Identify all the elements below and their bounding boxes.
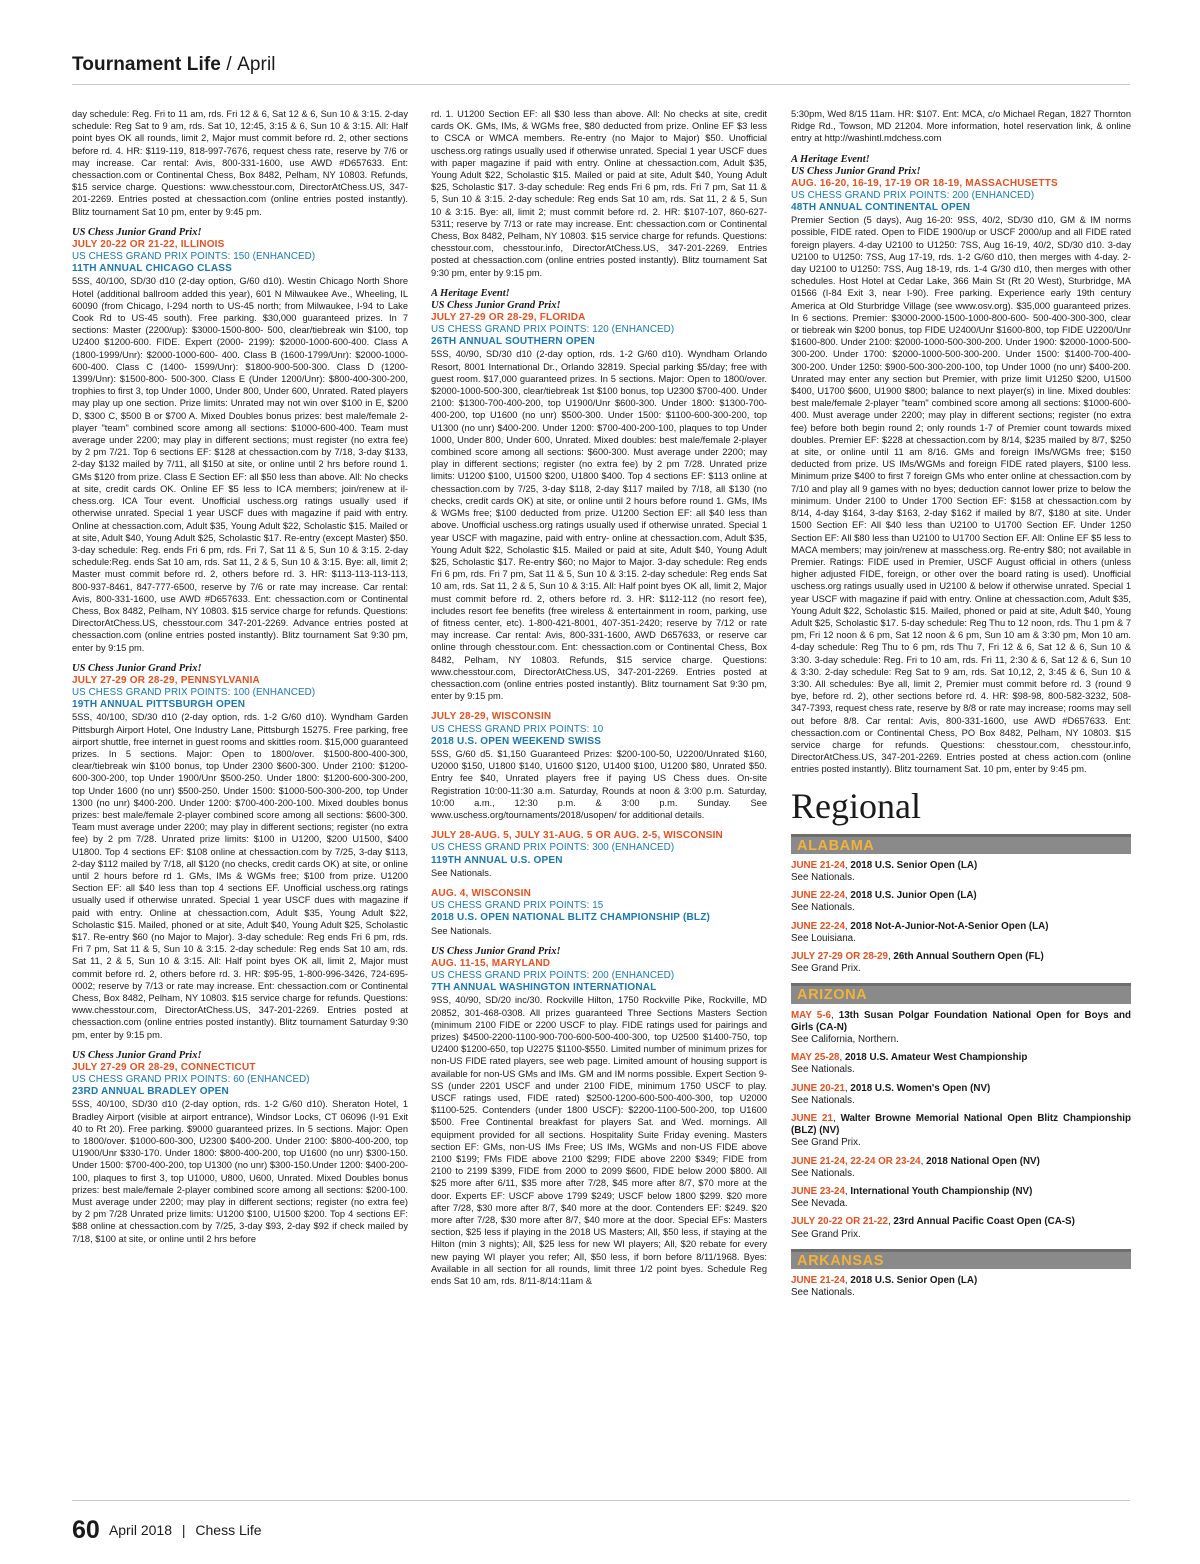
regional-comma: , — [920, 1155, 927, 1167]
regional-see-also: See California, Northern. — [791, 1034, 899, 1045]
event-date: AUG. 11-15, MARYLAND — [431, 957, 551, 969]
event-flag: A Heritage Event! — [431, 287, 510, 299]
regional-date: JUNE 23-24 — [791, 1186, 845, 1198]
regional-comma: , — [887, 950, 894, 962]
regional-date: JULY 20-22 OR 21-22 — [791, 1216, 888, 1228]
regional-item-title — [791, 1010, 1131, 1034]
regional-comma: , — [887, 1216, 894, 1228]
event-listing — [431, 711, 767, 821]
event-listing — [431, 946, 767, 1287]
regional-date: JUNE 21-24, 22-24 OR 23-24 — [791, 1155, 921, 1167]
regional-event-name: 2018 U.S. Senior Open (LA) — [850, 1275, 978, 1287]
regional-date: MAY 5-6 — [791, 1009, 831, 1021]
regional-item-title — [791, 1113, 1131, 1137]
event-date: AUG. 4, WISCONSIN — [431, 887, 532, 899]
regional-comma: , — [844, 1186, 851, 1198]
regional-see-also: See Nationals. — [791, 1287, 855, 1299]
event-name: 2018 U.S. OPEN NATIONAL BLITZ CHAMPIONSHIP (BLZ) — [431, 912, 711, 924]
header-month: April — [237, 54, 276, 75]
grand-prix-points: US CHESS GRAND PRIX POINTS: 200 (ENHANCED) — [431, 970, 675, 981]
regional-date: JUNE 21 — [791, 1113, 833, 1125]
event-listing — [431, 888, 767, 937]
page-number: 60 — [72, 1516, 100, 1544]
regional-listing — [791, 834, 1131, 1300]
header-divider — [72, 84, 1130, 85]
event-listing — [431, 108, 767, 279]
regional-date: JUNE 20-21 — [791, 1082, 845, 1094]
state-heading: ARKANSAS — [791, 1249, 1131, 1269]
event-details: 5SS, G/60 d5. $1,150 Guaranteed Prizes: $200-100-50, U2200/Unrated $160, U2000 $150, U1800 $140, U1600 $120, U1400 $100, U1200 $80, Unrated $50. Entry fee $40, Unrated players free if paying US Chess dues. On-site Registration 10:00-11:30 a.m. Saturday, Rounds at noon & 3:00 p.m. Saturday, 10:00 a.m., 12:30 p.m. & 3:00 p.m. Sunday. See www.uschess.org/tournaments/2018/usopen/ for additional details. — [431, 748, 767, 820]
regional-event-name: 13th Susan Polgar Foundation National Open for Boys and Girls (CA-N) — [791, 1009, 1131, 1033]
regional-event-name: 2018 U.S. Amateur West Championship — [844, 1052, 1028, 1064]
regional-date: MAY 25-28 — [791, 1052, 840, 1064]
section-title: Tournament Life — [72, 54, 221, 75]
event-details: 5SS, 40/100, SD/30 d10 (2-day option, G/60 d10). Westin Chicago North Shore Hotel (additional ballroom added this year), 601 N Milwaukee Ave., Wheeling, IL 60090 (from Chicago, I-294 north to US-45 north; from Milwaukee, I-94 to Lake Cook Rd to US-45 south). Free parking. $30,000 guaranteed prizes. In 7 sections: Master (2200/up): $3000-1500-800- 500, clear/tiebreak win $100, top U2400 $1200-600. FIDE. Expert (2000- 2199): $2000-1000-600-400. Class A (1800-1999/Unr): $2000-1000-600- 400. Class B (1600-1799/Unr): $2000-1000-600-400. Class C (1400- 1599/Unr): $1800-900-500-300. Class D (1200-1399/Unr): $1500-800- 500-300. Class E (Under 1200/Unr): $800-400-300-200, trophies to first 3, top Under 1000, Under 800, Under 600, Unrated. Rated players may play up one section. Prize limits: Unrated may not win over $100 in E, $200 D, $300 C, $500 B or $700 A. Mixed Doubles bonus prizes: best male/female 2-player "team" combined score among all sections: $1000-600-400. Team must average under 2200; may play in different sections; must register (no extra fee) by 2 pm 7/21. Top 6 sections EF: $128 at chessaction.com by 7/18, 3-day $133, 2-day $132 mailed by 7/11, all $150 at site, or online until 2 hrs before round 1. GMs $120 from prize. Class E Section EF: all $50 less than above. All: No checks at site, credit cards OK. Online EF $5 less to ICA members; join/renew at il-chess.org. ICA Tour event. Unofficial uschess.org ratings usually used if otherwise unrated. Special 1 year USCF dues with magazine if paid with entry. Online at chessaction.com, Adult $35, Young Adult $22, Scholastic $15. Mailed or at site, Adult $40, Young Adult $25, Scholastic $17. Re-entry (except Master) $50. 3-day schedule: Reg. ends Fri 6 pm, rds. Fri 7, Sat 11 & 5, Sun 10 & 3:15. 2-day schedule:Reg. ends Sat 10 am, rds. Sat 11, 2 & 5, Sun 10 & 3:15. Bye: all, limit 2; Master must commit before rd. 2, others before rd. 3. HR: $113-113-113-113, 800-937-8461, 847-777-6500, reserve by 7/6 or rate may increase. Car rental: Avis, 800-331-1600, use AWD #D657633. Ent: chessaction.com or Continental Chess, Box 8482, Pelham, NY 10803. $15 service charge for refunds. Questions: DirectorAtChess.US, chesstour.com 347-201-2269. Advance entries posted at chessaction.com (online entries posted instantly). Blitz tournament Sat 9:30 pm, enter by 9:15 pm. — [72, 276, 408, 653]
event-details: 9SS, 40/90, SD/20 inc/30. Rockville Hilton, 1750 Rockville Pike, Rockville, MD 20852, 301-468-0308. All prizes guaranteed Three Sections Masters Section (minimum 2100 FIDE or 2200 USCF to play. FIDE ratings used for pairings and prizes) $4500-2200-1100-900-700-600-500-400-300, top U2500 $1400-750, top U2400 $1200-650, top U2275 $1100-$550. Limited number of minimum prizes for non-US FIDE rated players, see web page. Limited amount of housing support is available for non-US GMs and IMs. GM and IM norms possible. Expert Section 9-SS (under 2201 USCF and under 2100 FIDE, minimum 1750 USCF to play. USCF ratings used, FIDE rated) $2500-1200-600-500-400-300, top U2000 $1100-525. Contenders (under 1800 USCF): $2200-1100-500-200, top U1600 $500. Free Continental breakfast for players Sat. and Wed. mornings. All equipment provided for all sections. Hospitality Suite Friday evening. Masters section EF: GMs, non-US IMs Free; US IMs, WGMs and non-US FIDE above 2100 $199; FMs FIDE above 2100 $299; FIDE above 2200 $349; FIDE from 2100 to 2199 $399, FIDE from 2000 to 2099 $600, FIDE below 2000 $800. All $25 more after 6/11, $35 more after 7/28, $45 more after 8/7, $70 more at the door. Experts EF: USCF above 1799 $249; USCF below 1800 $299. $20 more after 7/28, $30 more after 8/7, $40 more at the door. Contenders EF: $249. $20 more after 7/28, $30 more after 8/7, $40 more at the door. Special EFs: Masters section, $25 less if playing in the 2018 US Masters; All, $50 less, if staying at the Hilton (min 3 nights); All, $25 less for new WI players; All, $20 rebate for every new paying WI player you refer; All, $50 less, if born before 8/11/1968. Byes: Available in all section for all rounds, limit three 1/2 point byes. Schedule Reg ends Sat 10 am, rds. 8/11-8/14:11am & — [431, 995, 767, 1287]
column-3-events — [791, 108, 1131, 776]
event-flag: US Chess Junior Grand Prix! — [72, 1049, 202, 1061]
grand-prix-points: US CHESS GRAND PRIX POINTS: 60 (ENHANCED) — [72, 1074, 310, 1086]
event-listing — [72, 663, 408, 1041]
event-date: JULY 28-29, WISCONSIN — [431, 711, 552, 723]
regional-event-name: 2018 National Open (NV) — [926, 1155, 1040, 1167]
regional-see-also: See Nevada. — [791, 1198, 848, 1210]
event-flag: US Chess Junior Grand Prix! — [791, 165, 921, 177]
event-date: JULY 20-22 OR 21-22, ILLINOIS — [72, 238, 225, 250]
event-details: 5SS, 40/100, SD/30 d10 (2-day option, rds. 1-2 G/60 d10). Wyndham Garden Pittsburgh Airport Hotel, One Industry Lane, Pittsburgh 15275. Free parking, free airport shuttle, free internet in guest rooms and skittles room. $15,000 guaranteed prizes. In 5 sections. Major: Open to 1800/over. $1500-800-400-300, clear/tiebreak win $100 bonus, top Under 2300 $600-300. Under 2100: $1200-600-300-200, top Under 1900/Unr $500-250. Under 1800: $1200-600-300-200, top Under 1600 (no unr) $500-250. Under 1500: $1000-500-300-200, top Under 1300 (no unr) $400-200. Under 1200: $700-400-200-100. Mixed doubles bonus prizes: best male/female 2-player combined score among all sections: $600-300. Team must average under 2200; may play in different sections; register (no extra fee) by 2 pm 7/28. Unrated prize limits: $100 in U1200, $200 U1500, $400 U1800. Top 4 sections EF: $108 online at chessaction.com by 7/25, 3-day $113, 2-day $112 mailed by 7/18, all $120 (no checks, credit cards OK) at site, or online until 2 hours before rd 1. GMs, IMs & WGMs free; $100 from prize. U1200 Section EF: all $40 less than top 4 sections EF. Unofficial uschess.org ratings usually used if otherwise unrated. Special 1 year USCF dues with magazine if paid with entry. Online at chessaction.com, Adult $35, Young Adult $22, Scholastic $15. Mailed, phoned or at site, Adult $40, Young Adult $25, Scholastic $17. Re-entry $60 (no Major to Major). 3-day schedule: Reg ends Fri 6 pm, rds. Fri 7 pm, Sat 11 & 5, Sun 10 & 3:15. 2-day schedule: Reg ends Sat 10 am, rds. Sat 11, 2 & 5, Sun 10 & 3:15. All: Half point byes OK all, limit 2, Major must commit before rd. 2, others before rd. 3. HR: $95-95, 1-800-996-3426, 724-695-0002; reserve by 7/13 or rate may increase. Ent: chessaction.com or Continental Chess, Box 8482, Pelham, NY 10803. $15 service charge for refunds. Questions: www.chesstour.com, DirectorAtChess.US, 347-201-2269. Entries posted at chessaction.com (online entries posted instantly). Blitz tournament Saturday 9:30 pm, enter by 9:15 pm. — [72, 712, 408, 1040]
footer-divider — [72, 1500, 1130, 1501]
event-listing — [431, 830, 767, 879]
regional-see-also: See Nationals. — [791, 1167, 855, 1179]
regional-item — [791, 1010, 1131, 1047]
regional-item-title — [791, 860, 1131, 872]
event-details: See Nationals. — [431, 925, 492, 936]
event-name: 19TH ANNUAL PITTSBURGH OPEN — [72, 699, 246, 711]
regional-see-also: See Louisiana. — [791, 932, 856, 944]
event-name: 26TH ANNUAL SOUTHERN OPEN — [431, 336, 595, 348]
regional-see-also: See Nationals. — [791, 1064, 855, 1076]
event-flag: US Chess Junior Grand Prix! — [72, 662, 202, 674]
regional-comma: , — [844, 1275, 851, 1287]
state-heading: ARIZONA — [791, 983, 1131, 1003]
grand-prix-points: US CHESS GRAND PRIX POINTS: 120 (ENHANCED) — [431, 324, 675, 336]
event-listing — [72, 1050, 408, 1245]
footer-separator: | — [181, 1522, 186, 1538]
regional-event-name: International Youth Championship (NV) — [850, 1186, 1033, 1198]
grand-prix-points: US CHESS GRAND PRIX POINTS: 200 (ENHANCED) — [791, 189, 1035, 201]
event-listing — [431, 288, 767, 703]
regional-comma: , — [844, 859, 851, 871]
event-flag: US Chess Junior Grand Prix! — [431, 945, 561, 957]
event-details: See Nationals. — [431, 867, 492, 878]
event-name: 48TH ANNUAL CONTINENTAL OPEN — [791, 202, 971, 214]
page-footer — [72, 1516, 262, 1545]
regional-item — [791, 1186, 1131, 1210]
regional-item — [791, 1052, 1131, 1076]
event-details: rd. 1. U1200 Section EF: all $30 less than above. All: No checks at site, credit cards OK. GMs, IMs, & WGMs free, $80 deducted from prize. Online EF $3 less to CSCA or WMCA members. Re-entry (no Major to Major) $50. Unofficial uschess.org ratings usually used if otherwise unrated. Special 1 year USCF dues with paper magazine if paid with entry. Online at chessaction.com, Adult $35, Young Adult $22, Scholastic $15. Mailed or paid at site, Adult $40, Young Adult $25, Scholastic $17. 3-day schedule: Reg ends Fri 6 pm, rds. Fri 7 pm, Sat 11 & 5, Sun 10 & 3:15. 2-day schedule: Reg ends Sat 10 am, rds. Sat 11, 2 & 5, Sun 10 & 3:15. Bye: all, limit 2; must commit before rd. 2. HR: $107-107, 860-627-5311; reserve by 7/13 or rate may increase. Ent: chessaction.com or Continental Chess, Box 8482, Pelham, NY 10803. $15 service charge for refunds. Questions: chesstour.com, chesstour.info, DirectorAtChess.US, 347-201-2269. Entries posted at chessaction.com (online entries posted instantly). Blitz tournament Sat 9:30 pm, enter by 9:15 pm. — [431, 109, 767, 278]
event-details: day schedule: Reg. Fri to 11 am, rds. Fri 12 & 6, Sat 12 & 6, Sun 10 & 3:15. 2-day schedule: Reg Sat to 9 am, rds. Sat 10, 12:45, 3:15 & 6, Sun 10 & 3:15. All: Half point byes OK all rounds, limit 2, Major must commit before rd. 2, other sections before rd. 4. HR: $119-119, 818-997-7676, request chess rate, reserve by 7/6 or may increase. Car rental: Avis, 800-331-1600, use AWD #D657633. Ent: chessaction.com or Continental Chess, Box 8482, Pelham, NY 10803. Refunds, $15 service charge. Questions: www.chesstour.com, DirectorAtChess.US, 347-201-2269. Entries posted at chessaction.com (online entries posted instantly). Blitz tournament Sat 10 pm, enter by 9:45 pm. — [72, 109, 408, 217]
event-name: 2018 U.S. OPEN WEEKEND SWISS — [431, 735, 602, 747]
regional-item-title — [791, 1052, 1131, 1064]
state-heading: ALABAMA — [791, 834, 1131, 854]
regional-event-name: 23rd Annual Pacific Coast Open (CA-S) — [893, 1216, 1075, 1228]
regional-item-title — [791, 951, 1131, 963]
regional-item-title — [791, 1275, 1131, 1287]
regional-heading: Regional — [791, 785, 921, 826]
regional-event-name: 26th Annual Southern Open (FL) — [893, 950, 1044, 962]
regional-see-also: See Grand Prix. — [791, 963, 861, 975]
regional-item — [791, 1113, 1131, 1150]
grand-prix-points: US CHESS GRAND PRIX POINTS: 150 (ENHANCED) — [72, 251, 316, 263]
event-listing — [72, 108, 408, 218]
event-date: JULY 28-AUG. 5, JULY 31-AUG. 5 OR AUG. 2-5, WISCONSIN — [431, 830, 723, 842]
regional-date: JUNE 21-24 — [791, 1275, 845, 1287]
regional-see-also: See Nationals. — [791, 1094, 855, 1106]
regional-item-title — [791, 1186, 1131, 1198]
regional-item — [791, 951, 1131, 975]
event-date: JULY 27-29 OR 28-29, CONNECTICUT — [72, 1061, 256, 1073]
regional-see-also: See Grand Prix. — [791, 1228, 861, 1240]
regional-comma: , — [844, 920, 851, 932]
event-listing — [791, 108, 1131, 145]
regional-item — [791, 890, 1131, 914]
regional-event-name: 2018 U.S. Junior Open (LA) — [850, 890, 977, 902]
regional-event-name: Walter Browne Memorial National Open Blitz Championship (BLZ) (NV) — [791, 1113, 1131, 1137]
regional-comma: , — [844, 1082, 851, 1094]
grand-prix-points: US CHESS GRAND PRIX POINTS: 10 — [431, 723, 604, 735]
regional-date: JUNE 21-24 — [791, 859, 845, 871]
event-name: 7TH ANNUAL WASHINGTON INTERNATIONAL — [431, 982, 657, 994]
grand-prix-points: US CHESS GRAND PRIX POINTS: 15 — [431, 900, 604, 912]
regional-see-also: See Grand Prix. — [791, 1137, 861, 1149]
header-slash: / — [226, 54, 232, 75]
regional-comma: , — [832, 1113, 841, 1125]
event-name: 119TH ANNUAL U.S. OPEN — [431, 854, 563, 866]
regional-event-name: 2018 U.S. Women's Open (NV) — [850, 1082, 991, 1094]
regional-see-also: See Nationals. — [791, 871, 855, 883]
event-name: 11TH ANNUAL CHICAGO CLASS — [72, 263, 233, 275]
event-details: 5SS, 40/100, SD/30 d10 (2-day option, rds. 1-2 G/60 d10). Sheraton Hotel, 1 Bradley Airport (visible at airport entrance), Windsor Locks, CT 06096 (I-91 Exit 40 to Rt 20). Free parking. $9000 guaranteed prizes. In 5 sections. Major: Open to 1800/over. $1000-600-300, U2300 $400-200. Under 2100: $800-400-200, top U1900/Unr $330-170. Under 1800: $800-400-200, top U1600 (no unr) $300-150. Under 1500: $700-400-200, top U1300 (no unr) $300-150.Under 1200: $400-200-100, plaques to first 3, top U1000, U800, U600, Unrated. Mixed Doubles bonus prizes: best male/female 2-player combined score among all sections: $200-100. Must average under 2200; may play in different sections; register (no extra fee) by 2 pm 7/28 Unrated prize limits: U1200 $100, U1500 $200. Top 4 sections EF: $88 online at chessaction.com by 7/25, 3-day $93, 2-day $92 if check mailed by 7/18, $100 at site, or online until 2 hrs before — [72, 1099, 408, 1244]
column-3 — [791, 108, 1131, 1496]
regional-comma: , — [830, 1009, 839, 1021]
regional-event-name: 2018 U.S. Senior Open (LA) — [850, 859, 978, 871]
page-header — [72, 54, 276, 76]
regional-item — [791, 1083, 1131, 1107]
event-details: 5:30pm, Wed 8/15 11am. HR: $107. Ent: MCA, c/o Michael Regan, 1827 Thornton Ridge Rd., Towson, MD 21204. More information, hotel reservation link, & online entry at http://washintl.mdchess.com — [791, 109, 1131, 144]
event-details: Premier Section (5 days), Aug 16-20: 9SS, 40/2, SD/30 d10, GM & IM norms possible, FIDE rated. Open to FIDE 1900/up or USCF 2000/up and all FIDE rated foreign players. 4-day U2100 to U1250: 7SS, Aug 16-19, 40/2, SD/30 d10. 3-day U2100 to U1250: 7SS, Aug 17-19, rds. 1-2 G/60 d10, then merges with 4-day. 2-day U2100 to U1250: 7SS, Aug 18-19, rds. 1-4 G/30 d10, then merges with other schedules. Host Hotel at Cedar Lake, 366 Main St (Rt 20 West), Sturbridge, MA 01566 (I-84 Exit 3, near I-90). Free parking. Experience early 19th century America at Old Sturbridge Village (see www.osv.org). $35,000 guaranteed prizes. In 6 sections. Premier: $3000-2000-1500-1000-800-600- 500-400-300-300, clear or tiebreak win $200 bonus, top FIDE U2400/Unr $1600-800, top FIDE U2200/Unr $1600-800. Under 2100: $2000-1000-500-300-200. Under 1900: $2000-1000-500-300-200. Under 1700: $2000-1000-500-300-200. Under 1500: $1400-700-400-300-200. Under 1250: $900-500-300-200-100, top Under 1000 (no unr) $400-200. Unrated may enter any section but Premier, with prize limit U1250 $200, U1500 $400, U1700 $600, U1900 $800; balance to next player(s) in line. Mixed doubles: best male/female 2-player "team" combined score among all sections: $1000-600-400. Must average under 2200; may play in different sections; register (no extra fee) before both begin round 2; only rounds 1-7 of Premier count towards mixed doubles. Premier EF: $228 at chessaction.com by 8/14, $235 mailed by 8/7, $250 at site, or online until 11 am 8/16. GMs and foreign IMs/WGMs free; $150 deducted from prize. US IMs/WGMs and foreign FIDE rated players, $100 less. Minimum prize $400 to first 7 foreign GMs who enter online at chessaction.com by 7/10 and play all 9 games with no byes; deduction cannot lower prize to below the minimum. Under 2100 to Under 1700 Section EF: $158 at chessaction.com by 8/14, 4-day $164, 3-day $163, 2-day $162 if mailed by 8/7, $180 at site. Under 1500 Section EF: All $40 less than U2100 to U1700 Section EF. Under 1250 Section EF: All $80 less than U2100 to U1700 Section EF. All: Online EF $5 less to MACA members; may join/renew at masschess.org. Re-entry $80; not available in Premier. Ratings: FIDE used in Premier, USCF August official in others (unless higher adjusted FIDE, foreign, or other over the board rating is used). Unofficial uschess.org ratings usually used in U2100 & below if otherwise unrated. Special 1 year USCF with magazine if paid with entry. Online at chessaction.com, Adult $35, Young Adult $22, Scholastic $15. Mailed, phoned or paid at site, Adult $40, Young Adult $25, Scholastic $17. 5-day schedule: Reg Thu to 12 noon, rds. Thu 1 pm & 7 pm, Fri 12 noon & 6 pm, Sat 12 noon & 6 pm, Sun 10 am & 3:30 pm, Mon 10 am. 4-day schedule: Reg Thu to 6 pm, rds Thu 7, Fri 12 & 6, Sat 12 & 6, Sun 10 & 3:30. 3-day schedule: Reg. Fri to 10 am, rds. Fri 11, 2:30 & 6, Sat 12 & 6, Sun 10 & 3:30. 2-day schedule: Reg Sat to 9 am, rds. Sat 10,12, 2, 3:45 & 6, Sun 10 & 3:30. All schedules: Bye all, limit 2, Premier must commit before rd. 3 (round 9 bye, before rd. 2), other sections before rd. 4. HR: $98-98, 800-582-3232, 508-347-7393, request chess rate, reserve by 8/8 or rate may increase; rooms may sell out before 8/8. Car rental: Avis, 800-331-1600, use AWD #D657633. Ent: chessaction.com or Continental Chess, PO Box 8482, Pelham, NY 10803. $15 service charge for refunds. Questions: chesstour.com, chesstour.info, DirectorAtChess.US, 347-201-2269. Entries posted at chess action.com (online entries posted instantly). Blitz tournament Sat. 10 pm, enter by 9:45 pm. — [791, 215, 1131, 775]
regional-event-name: 2018 Not-A-Junior-Not-A-Senior Open (LA) — [850, 920, 1049, 932]
column-1 — [72, 108, 408, 1496]
event-name: 23RD ANNUAL BRADLEY OPEN — [72, 1086, 229, 1098]
grand-prix-points: US CHESS GRAND PRIX POINTS: 100 (ENHANCED) — [72, 686, 316, 698]
regional-item-title — [791, 1156, 1131, 1168]
issue-date: April 2018 — [108, 1522, 172, 1538]
regional-item-title — [791, 890, 1131, 902]
regional-item — [791, 860, 1131, 884]
event-date: AUG. 16-20, 16-19, 17-19 OR 18-19, MASSACHUSETTS — [791, 177, 1058, 189]
event-listing — [791, 154, 1131, 776]
regional-item-title — [791, 1083, 1131, 1095]
event-flag: US Chess Junior Grand Prix! — [431, 299, 561, 311]
regional-item — [791, 921, 1131, 945]
grand-prix-points: US CHESS GRAND PRIX POINTS: 300 (ENHANCED) — [431, 842, 675, 854]
regional-item — [791, 1275, 1131, 1299]
event-date: JULY 27-29 OR 28-29, FLORIDA — [431, 311, 586, 323]
regional-date: JULY 27-29 OR 28-29 — [791, 950, 888, 962]
regional-item-title — [791, 1216, 1131, 1228]
regional-see-also: See Nationals. — [791, 902, 855, 914]
event-flag: US Chess Junior Grand Prix! — [72, 226, 202, 238]
magazine-name: Chess Life — [195, 1522, 262, 1538]
event-flag: A Heritage Event! — [791, 153, 870, 165]
regional-comma: , — [844, 890, 851, 902]
regional-date: JUNE 22-24 — [791, 890, 845, 902]
column-2 — [431, 108, 767, 1496]
regional-comma: , — [839, 1052, 845, 1064]
event-details: 5SS, 40/90, SD/30 d10 (2-day option, rds. 1-2 G/60 d10). Wyndham Orlando Resort, 8001 International Dr., Orlando 32819. Special parking $5/day; free with guest room. $17,000 guaranteed prizes. In 5 sections. Major: Open to 1800/over. $2000-1000-500-300, clear/tiebreak 1st $100 bonus, top U2300 $700-400. Under 2100: $1300-700-400-200, top U1900/Unr $600-300. Under 1800: $1300-700-400-200, top U1600 (no unr) $500-300. Under 1500: $1100-600-300-200, top U1300 (no unr) $400-200. Under 1200: $700-400-200-100, plaques to top Under 1000, Under 800, Under 600, Unrated. Mixed doubles: best male/female 2-player combined score among all sections: $600-300. Must average under 2200; may play in different sections; register (no extra fee) by 2 pm 7/28. Unrated prize limits: U1200 $100, U1500 $200, U1800 $400. Top 4 sections EF: $113 online at chessaction.com by 7/25, 3-day $118, 2-day $117 mailed by 7/18, all $130 (no checks, credit cards OK) at site, or online until 2 hours before round 1. GMs, IMs & WGMs free; $100 deducted from prize. U1200 Section EF: all $40 less than above. Unofficial uschess.org ratings usually used if otherwise unrated. Special 1 year USCF with magazine, paid with entry- online at chessaction.com, Adult $35, Young Adult $22, Scholastic $15. Mailed or paid at site, Adult $40, Young Adult $25, Scholastic $17. Re-entry $60; no Major to Major. 3-day schedule: Reg ends Fri 6 pm, rds. Fri 7 pm, Sat 11 & 5, Sun 10 & 3:15. 2-day schedule: Reg ends Sat 10 am, rds. Sat 11, 2 & 5, Sun 10 & 3:15. All: Half point byes OK all, limit 2, Major must commit before rd. 2, others before rd. 3. HR: $112-112 (no resort fee), includes resort fee benefits (free wireless & entertainment in room, parking, use of fitness center, etc). 1-800-421-8001, 407-351-2420; reserve by 7/12 or rate may increase. Car rental: Avis, 800-331-1600, AWD D657633, or reserve car online through chesstour.com. Ent: chessaction.com or Continental Chess, Box 8482, Pelham, NY 10803. Refunds, $15 service charge. Questions: www.chesstour.com, DirectorAtChess.US, 347-201-2269. Entries posted at chessaction.com (online entries posted instantly). Blitz tournament Sat 9:30 pm, enter by 9:15 pm. — [431, 349, 767, 702]
regional-item-title — [791, 921, 1131, 933]
regional-item — [791, 1156, 1131, 1180]
event-date: JULY 27-29 OR 28-29, PENNSYLVANIA — [72, 674, 260, 686]
regional-date: JUNE 22-24 — [791, 920, 845, 932]
regional-item — [791, 1216, 1131, 1240]
event-listing — [72, 227, 408, 654]
